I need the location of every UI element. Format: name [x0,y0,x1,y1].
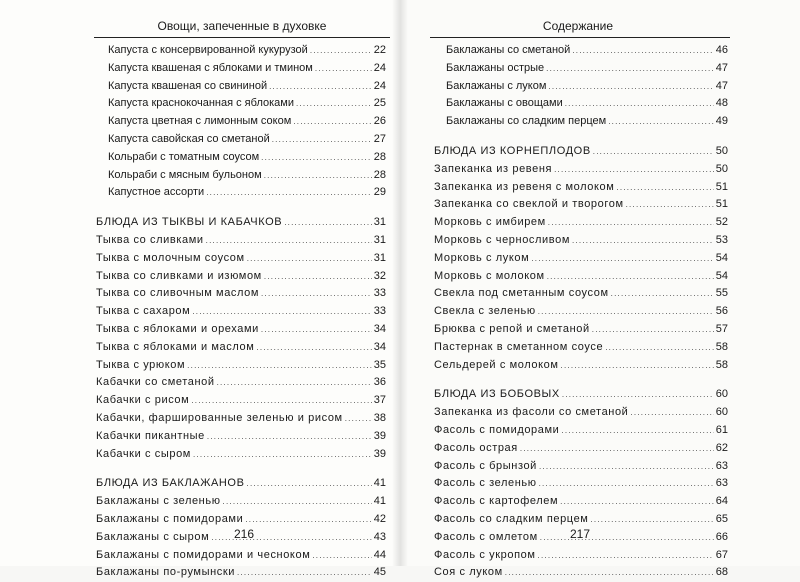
dot-leader [245,511,371,529]
toc-entry [434,357,728,375]
entry-title: Баклажаны со сладким перцем [446,115,607,128]
dot-leader [626,196,714,214]
dot-leader [312,547,371,565]
dot-leader [590,511,713,529]
dot-leader [345,410,372,428]
entry-title: Капуста цветная с лимонным соком [108,115,292,128]
dot-leader [560,493,714,511]
section-title: БЛЮДА ИЗ КОРНЕПЛОДОВ [434,144,591,157]
entry-page-number: 31 [373,251,386,264]
dot-leader [592,321,714,339]
entry-page-number: 32 [373,269,386,282]
dot-leader [261,321,372,339]
dot-leader [611,285,714,303]
dot-leader [264,268,372,286]
header-rule [94,37,390,38]
entry-page-number: 67 [715,548,728,561]
dot-leader [548,78,713,96]
entry-title: Морковь с луком [434,251,530,264]
entry-title: Баклажаны с овощами [446,97,563,110]
toc-entry [434,161,728,179]
entry-page-number: 34 [373,340,386,353]
entry-title: Фасоль с картофелем [434,495,559,508]
dot-leader [293,113,371,131]
table-of-contents [96,42,386,582]
toc-entry [96,149,386,167]
entry-title: Тыква с молочным соусом [96,251,245,264]
dot-leader [605,339,714,357]
toc-entry [96,268,386,286]
toc-entry [96,446,386,464]
entry-page-number: 42 [373,512,386,525]
header-rule [430,37,730,38]
dot-leader [546,60,714,78]
dot-leader [539,458,714,476]
entry-page-number: 39 [373,447,386,460]
entry-title: Морковь с черносливом [434,233,570,246]
entry-title: Капуста квашеная с яблоками и тмином [108,61,313,74]
dot-leader [217,374,372,392]
page-number: 217 [570,527,591,541]
entry-title: Запеканка из фасоли со сметаной [434,406,629,419]
entry-title: Сельдерей с молоком [434,358,559,371]
toc-entry [434,214,728,232]
entry-page-number: 25 [373,97,386,110]
dot-leader [296,95,372,113]
toc-entry [434,303,728,321]
toc-entry [434,196,728,214]
table-of-contents [434,42,728,582]
entry-page-number: 33 [373,287,386,300]
dot-leader [207,428,372,446]
toc-entry [434,285,728,303]
toc-entry [96,95,386,113]
entry-title: Морковь с имбирем [434,216,546,229]
entry-title: Морковь с молоком [434,269,545,282]
entry-page-number: 44 [373,548,386,561]
entry-page-number: 38 [373,411,386,424]
entry-title: Баклажаны с зеленью [96,495,221,508]
entry-page-number: 50 [715,162,728,175]
entry-title: Фасоль с зеленью [434,477,537,490]
entry-page-number: 50 [715,144,728,157]
left-page [0,0,400,579]
dot-leader [187,357,372,375]
dot-leader [315,60,372,78]
entry-page-number: 53 [715,233,728,246]
entry-page-number: 55 [715,287,728,300]
entry-page-number: 24 [373,61,386,74]
entry-title: Фасоль острая [434,441,518,454]
toc-group [434,386,728,582]
dot-leader [531,250,713,268]
dot-leader [256,339,371,357]
toc-entry [434,78,728,96]
entry-title: Кабачки с рисом [96,394,190,407]
toc-entry [96,410,386,428]
dot-leader [264,167,372,185]
entry-page-number: 41 [373,477,386,490]
entry-title: Фасоль с брынзой [434,459,537,472]
dot-leader [237,564,372,582]
toc-entry [434,493,728,511]
entry-title: Фасоль с помидорами [434,423,560,436]
running-head: Содержание [542,19,614,33]
section-title: БЛЮДА ИЗ ТЫКВЫ И КАБАЧКОВ [96,216,283,229]
entry-page-number: 34 [373,322,386,335]
entry-title: Свекла под сметанным соусом [434,287,609,300]
entry-page-number: 39 [373,429,386,442]
toc-entry [434,268,728,286]
toc-entry [434,422,728,440]
dot-leader [561,357,714,375]
toc-entry [434,564,728,582]
entry-title: Кольраби с томатным соусом [108,150,260,163]
entry-page-number: 45 [373,566,386,579]
dot-leader [192,303,371,321]
book-gutter-shadow [392,0,408,566]
dot-leader [191,392,371,410]
toc-entry [96,374,386,392]
entry-title: Тыква с сахаром [96,305,191,318]
entry-page-number: 60 [715,388,728,401]
toc-entry [434,95,728,113]
toc-entry [434,42,728,60]
toc-group [434,143,728,374]
entry-title: Баклажаны по-румынски [96,566,236,579]
entry-title: Баклажаны со сметаной [446,44,571,56]
entry-title: Капустное ассорти [108,186,205,199]
entry-title: Пастернак в сметанном соусе [434,340,604,353]
entry-page-number: 47 [715,79,728,92]
entry-page-number: 29 [373,186,386,199]
dot-leader [310,42,372,60]
entry-title: Баклажаны с сыром [96,530,210,543]
toc-entry [96,564,386,582]
entry-title: Кабачки пикантные [96,429,205,442]
entry-title: Тыква с яблоками и маслом [96,340,255,353]
entry-title: Кабачки с сыром [96,447,191,460]
dot-leader [520,440,714,458]
dot-leader [261,285,372,303]
entry-page-number: 36 [373,376,386,389]
toc-entry [96,357,386,375]
toc-group [96,214,386,463]
entry-page-number: 62 [715,441,728,454]
dot-leader [261,149,372,167]
entry-page-number: 63 [715,477,728,490]
running-head: Овощи, запеченные в духовке [157,19,327,33]
entry-page-number: 28 [373,150,386,163]
section-title: БЛЮДА ИЗ БОБОВЫХ [434,388,560,401]
entry-title: Капуста квашеная со свининой [108,79,268,92]
dot-leader [608,113,714,131]
dot-leader [630,404,713,422]
dot-leader [539,475,714,493]
entry-page-number: 51 [715,198,728,211]
entry-page-number: 31 [373,216,386,229]
toc-entry [96,339,386,357]
toc-entry [96,321,386,339]
entry-title: Фасоль с омлетом [434,530,538,543]
entry-page-number: 46 [715,44,728,56]
entry-title: Соя с луком [434,566,503,579]
entry-title: Кольраби с мясным бульоном [108,168,262,181]
entry-page-number: 54 [715,269,728,282]
entry-title: Капуста краснокочанная с яблоками [108,97,294,110]
entry-title: Баклажаны с луком [446,79,547,92]
dot-leader [562,386,714,404]
entry-page-number: 24 [373,79,386,92]
toc-entry [434,179,728,197]
entry-title: Брюква с репой и сметаной [434,322,590,335]
entry-title: Тыква со сливками и изюмом [96,269,262,282]
toc-entry [434,404,728,422]
entry-page-number: 43 [373,530,386,543]
entry-page-number: 57 [715,322,728,335]
toc-entry [96,547,386,565]
dot-leader [272,131,372,149]
toc-entry [434,339,728,357]
dot-leader [547,268,714,286]
dot-leader [538,303,714,321]
entry-title: Капуста савойская со сметаной [108,132,270,145]
entry-page-number: 26 [373,115,386,128]
entry-title: Тыква с яблоками и орехами [96,322,259,335]
entry-page-number: 41 [373,495,386,508]
toc-group [434,42,728,131]
toc-entry [434,458,728,476]
toc-entry [96,78,386,96]
dot-leader [247,475,372,493]
toc-entry [96,113,386,131]
dot-leader [538,547,714,565]
dot-leader [269,78,372,96]
dot-leader [247,250,372,268]
entry-page-number: 27 [373,132,386,145]
toc-entry [96,493,386,511]
entry-page-number: 54 [715,251,728,264]
entry-page-number: 47 [715,61,728,74]
entry-title: Тыква со сливками [96,233,204,246]
dot-leader [565,95,714,113]
entry-page-number: 56 [715,305,728,318]
dot-leader [206,184,372,202]
entry-title: Тыква с урюком [96,358,186,371]
toc-entry [96,131,386,149]
toc-entry [96,428,386,446]
entry-title: Фасоль со сладким перцем [434,512,589,525]
toc-entry [434,60,728,78]
page-number: 216 [234,527,255,541]
entry-page-number: 61 [715,423,728,436]
entry-title: Капуста с консервированной кукурузой [108,44,308,56]
toc-entry [434,321,728,339]
entry-title: Запеканка со свеклой и творогом [434,198,624,211]
dot-leader [561,422,713,440]
toc-entry [96,232,386,250]
entry-title: Фасоль с укропом [434,548,536,561]
entry-page-number: 52 [715,216,728,229]
toc-entry [96,392,386,410]
dot-leader [206,232,372,250]
toc-section-heading [96,475,386,493]
section-title: БЛЮДА ИЗ БАКЛАЖАНОВ [96,477,245,490]
dot-leader [572,42,713,60]
right-page [400,0,800,579]
dot-leader [540,529,714,547]
toc-entry [434,547,728,565]
entry-title: Запеканка из ревеня с молоком [434,180,615,193]
entry-page-number: 65 [715,512,728,525]
entry-page-number: 64 [715,495,728,508]
entry-page-number: 33 [373,305,386,318]
entry-page-number: 58 [715,358,728,371]
dot-leader [193,446,372,464]
entry-title: Кабачки, фаршированные зеленью и рисом [96,411,343,424]
dot-leader [223,493,372,511]
toc-entry [434,232,728,250]
entry-page-number: 58 [715,340,728,353]
dot-leader [572,232,714,250]
toc-entry [434,250,728,268]
dot-leader [505,564,714,582]
entry-page-number: 22 [373,44,386,56]
toc-entry [96,250,386,268]
entry-title: Запеканка из ревеня [434,162,553,175]
entry-page-number: 35 [373,358,386,371]
toc-section-heading [434,143,728,161]
entry-title: Баклажаны острые [446,61,545,74]
entry-page-number: 66 [715,530,728,543]
toc-entry [434,475,728,493]
toc-group [96,42,386,202]
entry-title: Свекла с зеленью [434,305,536,318]
entry-title: Баклажаны с помидорами [96,512,244,525]
toc-entry [96,167,386,185]
entry-page-number: 51 [715,180,728,193]
entry-page-number: 49 [715,115,728,128]
dot-leader [616,179,713,197]
toc-entry [96,303,386,321]
toc-section-heading [96,214,386,232]
dot-leader [548,214,714,232]
toc-entry [434,440,728,458]
toc-entry [434,113,728,131]
entry-page-number: 68 [715,566,728,579]
entry-page-number: 63 [715,459,728,472]
entry-title: Тыква со сливочным маслом [96,287,260,300]
toc-entry [96,285,386,303]
toc-entry [96,60,386,78]
dot-leader [554,161,714,179]
entry-title: Кабачки со сметаной [96,376,215,389]
toc-section-heading [434,386,728,404]
entry-page-number: 60 [715,406,728,419]
entry-page-number: 37 [373,394,386,407]
entry-page-number: 31 [373,233,386,246]
dot-leader [284,214,372,232]
entry-page-number: 48 [715,97,728,110]
entry-title: Баклажаны с помидорами и чесноком [96,548,311,561]
toc-entry [96,42,386,60]
toc-entry [96,184,386,202]
dot-leader [593,143,714,161]
entry-page-number: 28 [373,168,386,181]
